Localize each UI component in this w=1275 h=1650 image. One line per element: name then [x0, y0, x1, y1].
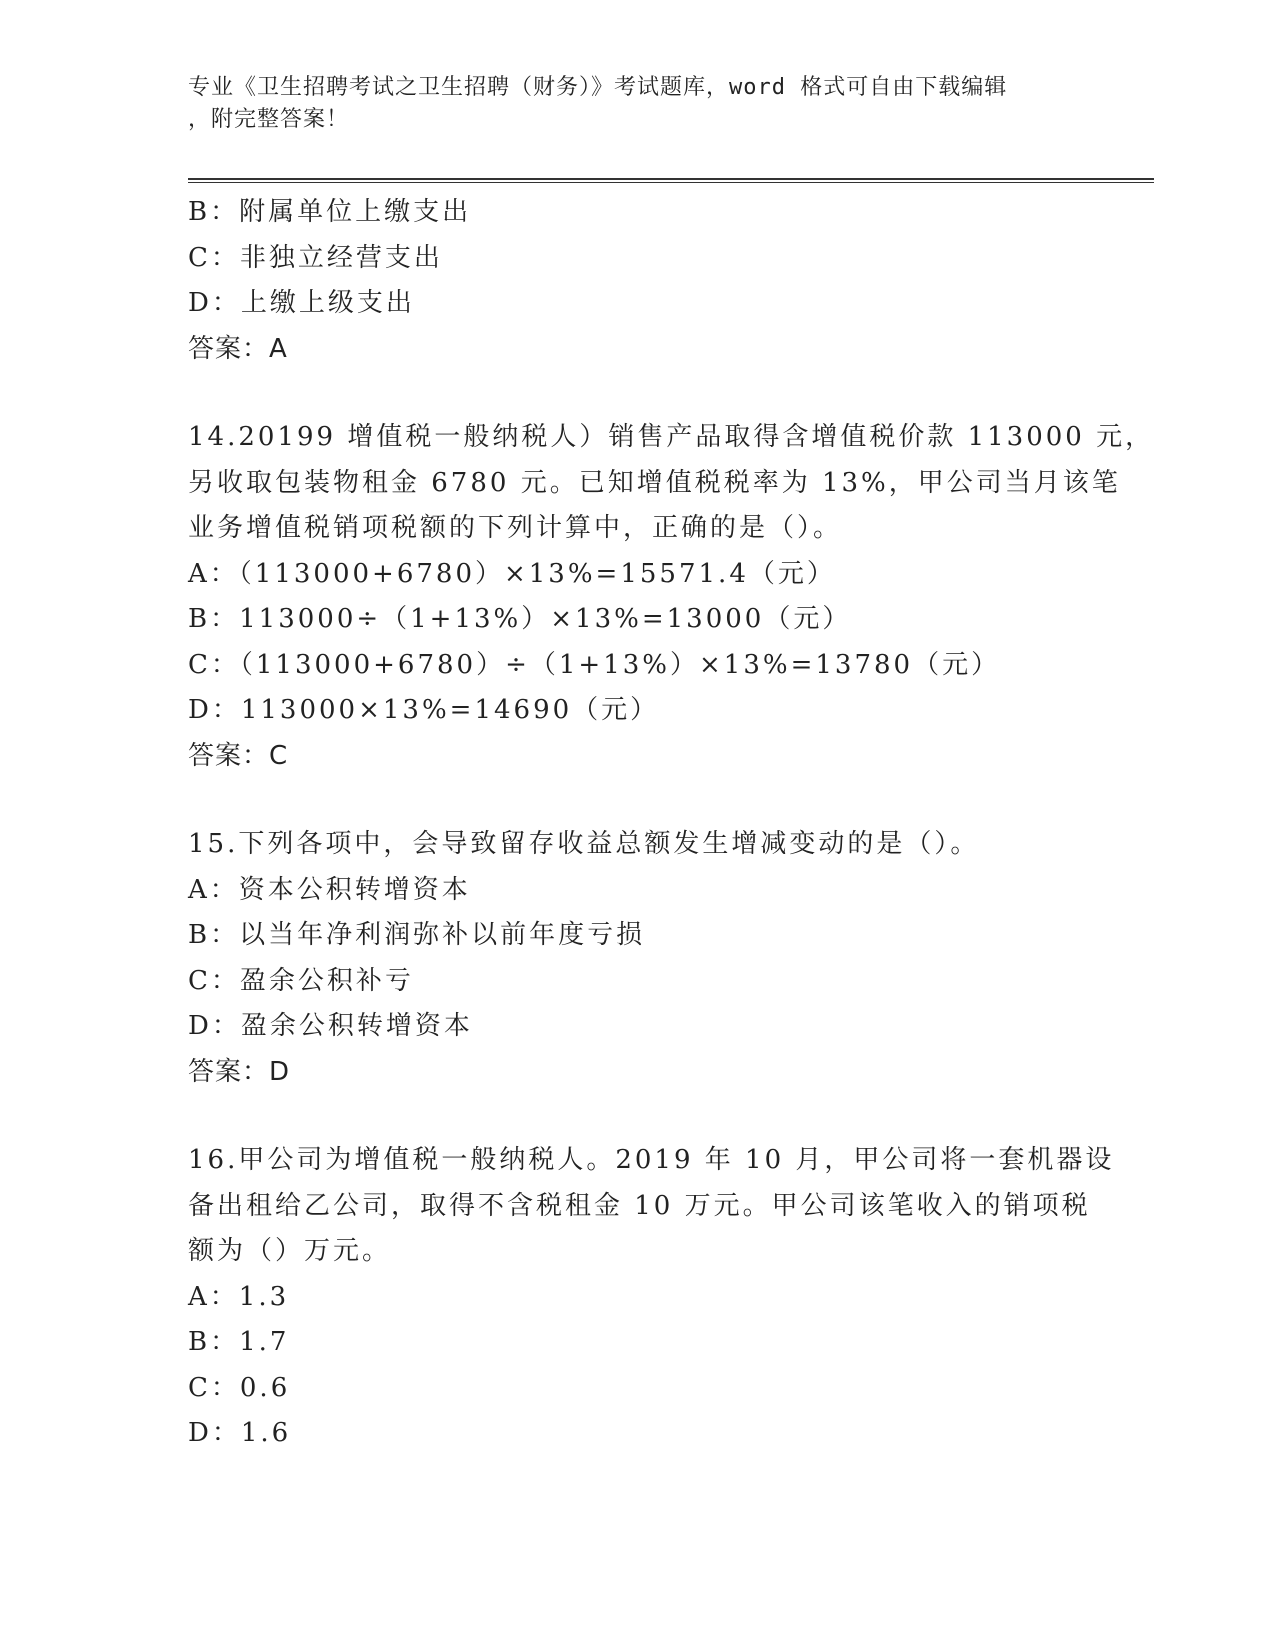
- question-15: [188, 822, 1088, 1095]
- spacer: [188, 1095, 1088, 1138]
- option-d: D：1.6: [188, 1418, 292, 1448]
- question-text-line: 业务增值税销项税额的下列计算中，正确的是（）。: [188, 513, 843, 543]
- option-c: C：0.6: [188, 1372, 291, 1403]
- option-b: B：1.7: [188, 1327, 290, 1357]
- answer: 答案：D: [188, 1056, 291, 1087]
- option-d: D：盈余公积转增资本: [188, 1011, 473, 1041]
- option-c: C：非独立经营支出: [188, 242, 443, 273]
- option-b: B：113000÷（1+13%）×13%=13000（元）: [188, 604, 852, 634]
- option-a: A：1.3: [188, 1281, 290, 1312]
- answer: 答案：C: [188, 740, 289, 771]
- question-14: [188, 415, 1155, 779]
- option-a: A：资本公积转增资本: [188, 874, 471, 905]
- option-b: B：以当年净利润弥补以前年度亏损: [188, 920, 646, 950]
- option-b: B：附属单位上缴支出: [188, 197, 472, 227]
- question-text-line: 额为（）万元。: [188, 1236, 392, 1266]
- question-text-line: 备出租给乙公司，取得不含税租金 10 万元。甲公司该笔收入的销项税: [188, 1190, 1091, 1221]
- option-d: D：113000×13%=14690（元）: [188, 695, 660, 725]
- question-text-line: 另收取包装物租金 6780 元。已知增值税税率为 13%，甲公司当月该笔: [188, 467, 1121, 498]
- option-c: C：（113000+6780）÷（1+13%）×13%=13780（元）: [188, 649, 1001, 680]
- header-line-1: 专业《卫生招聘考试之卫生招聘（财务）》考试题库，word 格式可自由下载编辑: [188, 75, 1008, 100]
- header-divider: [188, 178, 1154, 183]
- question-text-line: 16.甲公司为增值税一般纳税人。2019 年 10 月，甲公司将一套机器设: [188, 1145, 1115, 1175]
- question-text-line: 14.20199 增值税一般纳税人）销售产品取得含增值税价款 113000 元，: [188, 422, 1155, 452]
- option-d: D：上缴上级支出: [188, 288, 415, 318]
- question-text-line: 15.下列各项中，会导致留存收益总额发生增减变动的是（）。: [188, 829, 980, 859]
- spacer: [188, 372, 1088, 415]
- question-content: [188, 190, 1155, 1457]
- spacer: [188, 779, 1088, 822]
- header-line-2: ，附完整答案！: [188, 107, 350, 132]
- option-c: C：盈余公积补亏: [188, 965, 414, 996]
- question-16: [188, 1138, 1115, 1457]
- answer: 答案：A: [188, 333, 288, 364]
- question-13-continued: [188, 190, 1088, 372]
- option-a: A：（113000+6780）×13%=15571.4（元）: [188, 558, 836, 589]
- page-header: [188, 72, 1088, 136]
